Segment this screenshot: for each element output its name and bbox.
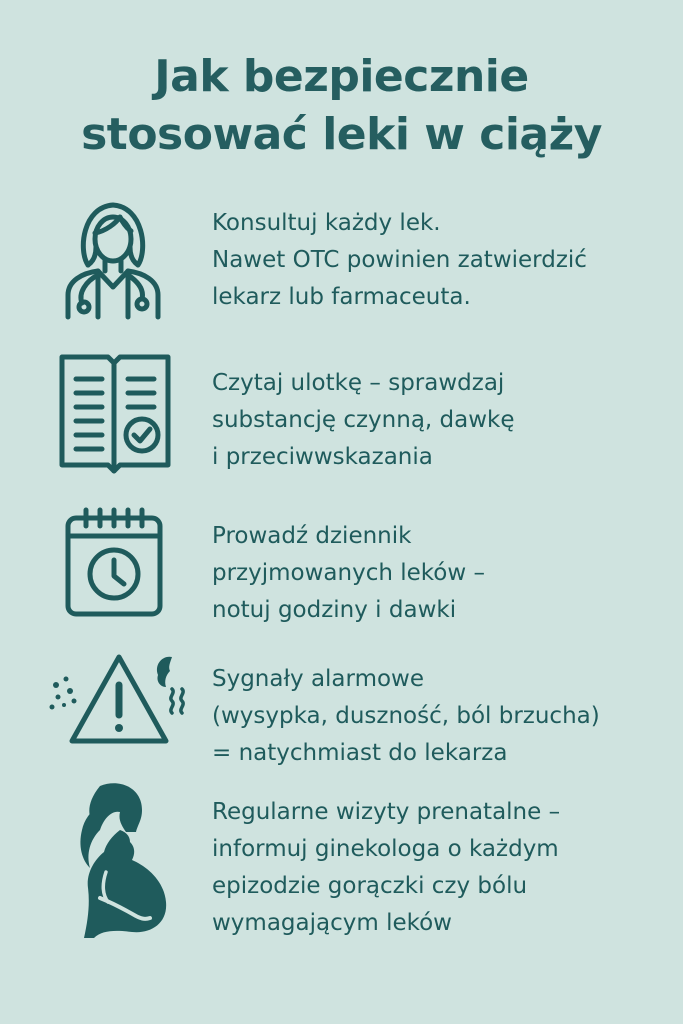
tip-line: substancję czynną, dawkę bbox=[212, 407, 515, 433]
tip-line: i przeciwwskazania bbox=[212, 444, 433, 470]
tip-line: Regularne wizyty prenatalne – bbox=[212, 799, 561, 825]
tip-line: = natychmiast do lekarza bbox=[212, 740, 508, 766]
tip-line: przyjmowanych leków – bbox=[212, 560, 485, 586]
tip-line: Konsultuj każdy lek. bbox=[212, 210, 441, 236]
pregnant-woman-icon bbox=[60, 780, 180, 940]
tip-diary-text bbox=[212, 518, 662, 629]
calendar-clock-icon bbox=[48, 500, 178, 630]
tip-line: informuj ginekologa o każdym bbox=[212, 836, 559, 862]
tip-line: Sygnały alarmowe bbox=[212, 666, 425, 692]
tip-line: wymagającym leków bbox=[212, 910, 452, 936]
title-line-2: stosować leki w ciąży bbox=[81, 109, 602, 160]
doctor-icon bbox=[48, 195, 178, 325]
tip-line: lekarz lub farmaceuta. bbox=[212, 284, 471, 310]
tip-leaflet-text bbox=[212, 365, 662, 476]
tip-line: notuj godziny i dawki bbox=[212, 597, 457, 623]
tip-line: (wysypka, duszność, ból brzucha) bbox=[212, 703, 600, 729]
page-title bbox=[0, 48, 683, 164]
leaflet-check-icon bbox=[48, 345, 178, 475]
tip-consult-text bbox=[212, 205, 662, 316]
tip-line: Czytaj ulotkę – sprawdzaj bbox=[212, 370, 505, 396]
warning-symptoms-icon bbox=[44, 645, 194, 775]
tip-warning-text bbox=[212, 661, 662, 772]
tip-line: Prowadź dziennik bbox=[212, 523, 412, 549]
title-line-1: Jak bezpiecznie bbox=[154, 51, 529, 102]
tip-prenatal-text bbox=[212, 794, 662, 942]
tip-line: Nawet OTC powinien zatwierdzić bbox=[212, 247, 587, 273]
tip-line: epizodzie gorączki czy bólu bbox=[212, 873, 528, 899]
